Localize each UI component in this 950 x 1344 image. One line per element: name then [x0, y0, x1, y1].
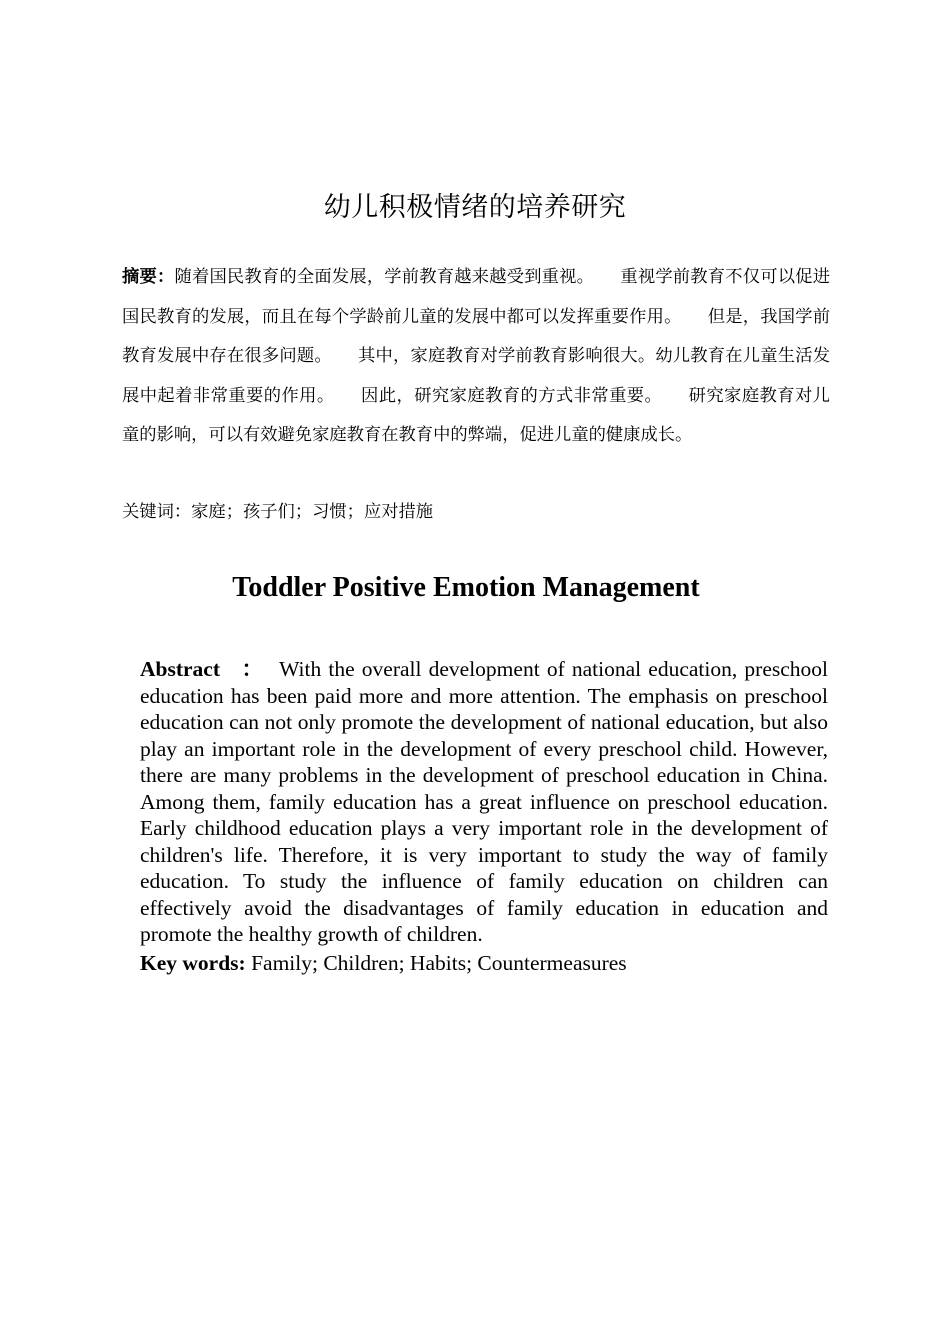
chinese-abstract-sentence: 研究家庭教育对儿童的影响，可以有效避免家庭教育在教育中的弊端，促进儿童的健康成长。 [122, 385, 830, 446]
chinese-title: 幼儿积极情绪的培养研究 [323, 192, 627, 223]
chinese-abstract-sentence: 随着国民教育的全面发展，学前教育越来越受到重视。 [174, 267, 595, 287]
english-abstract-label: Abstract [140, 657, 221, 681]
chinese-abstract [122, 258, 830, 456]
english-abstract [140, 656, 828, 948]
chinese-keywords [122, 497, 830, 527]
chinese-abstract-sentence: 重视学前教育不仅可以促进国民教育的发展，而且在每个学龄前儿童的发展中都可以发挥重要作用。 [122, 267, 830, 327]
english-keywords-label: Key words: [140, 951, 246, 975]
chinese-abstract-sentence: 其中，家庭教育对学前教育影响很大。幼儿教育在儿童生活发展中起着非常重要的作用。 [122, 346, 830, 406]
chinese-abstract-label: 摘要： [122, 267, 175, 287]
english-keywords-value: Family; Children; Habits; Countermeasures [251, 951, 627, 975]
chinese-abstract-sentence: 因此，研究家庭教育的方式非常重要。 [360, 385, 663, 406]
english-title: Toddler Positive Emotion Management [232, 572, 700, 603]
chinese-keywords-value: 家庭；孩子们；习惯；应对措施 [191, 502, 434, 522]
english-keywords [140, 948, 828, 978]
chinese-abstract-sentence: 但是，我国学前教育发展中存在很多问题。 [122, 306, 830, 367]
english-abstract-text: With the overall development of national education, preschool education has been paid more and more attention. The emphasis on preschool education can not only promote the development of national education, but also play an important role in the development of every preschool child. However, there are many problems in the development of preschool education in China. Among them, family education has a great influence on preschool education. Early childhood education plays a very important role in the development of children's life. Therefore, it is very important to study the way of family education. To study the influence of family education on children can effectively avoid the disadvantages of family education in education and promote the healthy growth of children. [140, 657, 828, 946]
chinese-keywords-label: 关键词： [122, 502, 192, 522]
english-abstract-colon: ： [241, 657, 265, 681]
